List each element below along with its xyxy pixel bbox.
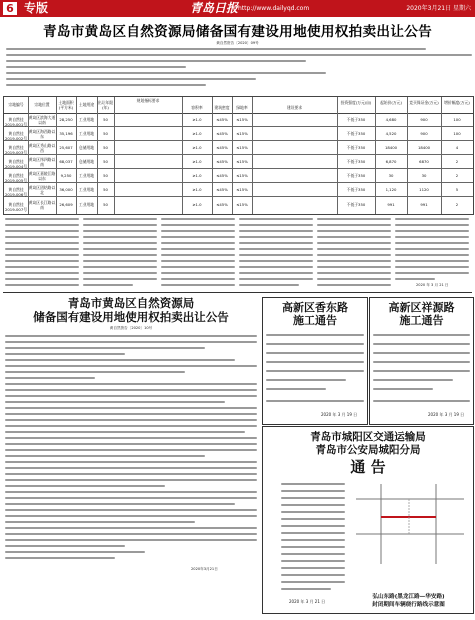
- notice-5-date: 2020 年 3 月 21 日: [289, 599, 326, 604]
- header-cell: 建筑密度: [214, 105, 230, 110]
- section-divider: [3, 292, 472, 293]
- issue-date: 2020年3月21日 星期六: [406, 5, 471, 12]
- detour-caption-line1: 弘山东路(黑龙江路—华安路): [372, 594, 445, 600]
- website-url[interactable]: http://www.dailyqd.com: [238, 5, 310, 12]
- notice-3-title-line2: 施工通告: [293, 314, 337, 327]
- notice-4-date: 2020 年 3 月 19 日: [428, 412, 465, 417]
- header-cell: 绿地率: [236, 105, 248, 110]
- header-cell: 土地面积(平方米): [58, 100, 74, 110]
- header-cell: 投资强度(万元/亩): [340, 100, 372, 105]
- header-cell: 增价幅度(万元): [444, 100, 470, 105]
- section-label: 专版: [24, 1, 49, 15]
- notice-1-ref: 黄自然资告〔2020〕09号: [216, 41, 259, 45]
- notice-3-title-line1: 高新区香东路: [282, 301, 348, 314]
- notice-2-ref: 黄自然资告〔2020〕10号: [109, 326, 153, 330]
- notice-5-title-line2: 青岛市公安局城阳分局: [315, 444, 421, 456]
- notice-4-title-line2: 施工通告: [399, 314, 444, 327]
- detour-caption-line2: 封闭期间车辆绕行路线示意图: [372, 602, 445, 608]
- header-cell: 宗地位置: [34, 102, 50, 107]
- notice-1-date: 2020 年 3 月 21 日: [416, 283, 449, 287]
- header-cell: 竞买保证金(万元): [409, 100, 439, 105]
- header-cell: 出让年限(年): [97, 100, 114, 110]
- notice-5-title-line3: 通 告: [350, 458, 386, 476]
- page-number: 6: [3, 2, 17, 15]
- notice-1-title: 青岛市黄岛区自然资源局储备国有建设用地使用权拍卖出让公告: [42, 24, 433, 40]
- notice-2-title-line1: 青岛市黄岛区自然资源局: [67, 296, 195, 310]
- header-cell: 容积率: [191, 105, 203, 110]
- header-cell: 建设要求: [286, 105, 303, 110]
- header-cell: 土地用途: [78, 102, 95, 107]
- notice-5-title-line1: 青岛市城阳区交通运输局: [310, 431, 426, 443]
- notice-4-title-line1: 高新区祥源路: [388, 301, 455, 314]
- notice-3: [262, 297, 368, 425]
- newspaper-logo: 青岛日报: [190, 1, 239, 15]
- header-cell: 规划指标要求: [136, 98, 160, 103]
- notice-4: [369, 297, 474, 425]
- notice-3-date: 2020 年 3 月 19 日: [321, 412, 358, 417]
- detour-route-map: [351, 479, 469, 569]
- header-cell: 起始价(万元): [380, 100, 402, 105]
- header-cell: 宗地编号: [8, 102, 24, 107]
- notice-2: [3, 295, 259, 574]
- notice-2-title-line2: 储备国有建设用地使用权拍卖出让公告: [33, 310, 229, 324]
- page-header-bar: [0, 0, 475, 17]
- parcel-table: 宗地编号 宗地位置 土地面积(平方米) 土地用途 出让年限(年) 规划指标要求 容积率 建筑密度 绿地率 建设要求 投资强度(万元/亩) 起始价(万元) 竞买保证金(万元) 增价幅度(万元) 黄自然挂2019-001号 黄岛区滨海大道以南 28,250 工业用地 50 ≥1.0 ≤45% ≤15% 不低于350 4,680 900 100 黄自然挂2019-002号 黄岛区海西路以东 35,196 工业用地 50 ≥1.0 ≤45% ≤15% 不低于350 4,520 900 100 黄自然挂2019-003号 黄岛区秀山路以西 25,607 仓储用地 50 ≥1.0 ≤45% ≤15% 不低于350 18400 18400 4 黄自然挂2019-004号 黄岛区纬四路以南 68,037 仓储用地 50 ≥1.0 ≤45% ≤15% 不低于350 6,870 6870 2 黄自然挂2019-005号 黄岛区嘉陵江路以东 9,250 工业用地 50 ≥1.0 ≤45% ≤15% 不低于350 30 30 2 黄自然挂2019-006号 黄岛区团结路以北 36,000 工业用地 50 ≥1.0 ≤45% ≤15% 不低于350 1,120 1120 5 黄自然挂2019-007号 黄岛区长江路以南 26,609 工业用地 50 ≥1.0 ≤45% ≤15% 不低于350 991 991 2: [3, 96, 474, 215]
- notice-2-date: 2020年3月21日: [191, 567, 218, 571]
- detour-map-caption: [345, 574, 472, 612]
